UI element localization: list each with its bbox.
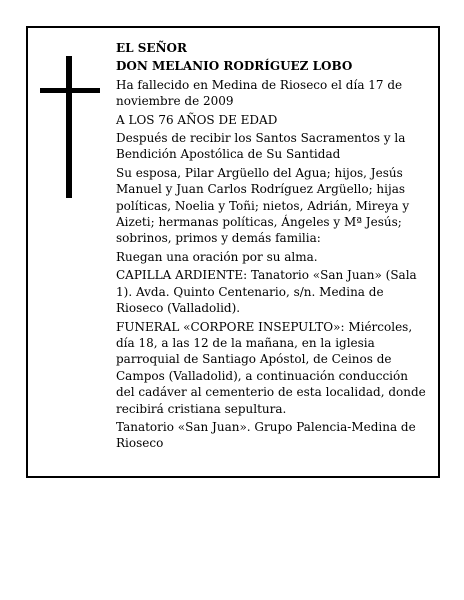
age-line: A LOS 76 AÑOS DE EDAD xyxy=(116,112,278,127)
title-line-1: EL SEÑOR xyxy=(116,41,187,55)
cross-horizontal-bar xyxy=(40,88,100,93)
cross-icon xyxy=(40,56,100,198)
funeral-info: FUNERAL «CORPORE INSEPULTO»: Miércoles, día 18, a las 12 de la mañana, en la iglesia parroquial de Santiago Apóstol, de Ceinos de Campos (Valladolid), a continuación conducción del cadáver al cementerio de esta localidad, donde recibirá cristiana sepultura. xyxy=(116,319,426,416)
chapel-info: CAPILLA ARDIENTE: Tanatorio «San Juan» (Sala 1). Avda. Quinto Centenario, s/n. Medina de Rioseco (Valladolid). xyxy=(116,268,417,316)
prayer-request: Ruegan una oración por su alma. xyxy=(116,249,318,264)
notice-text xyxy=(116,40,428,454)
cross-vertical-bar xyxy=(66,56,72,198)
death-info: Ha fallecido en Medina de Rioseco el día 17 de noviembre de 2009 xyxy=(116,77,403,109)
family-list: Su esposa, Pilar Argüello del Agua; hijos, Jesús Manuel y Juan Carlos Rodríguez Argüello; hijas políticas, Noelia y Toñi; nietos, Adrián, Mireya y Aizeti; hermanas políticas, Ángeles y Mª Jesús; sobrinos, primos y demás familia: xyxy=(116,165,410,246)
sacraments-line: Después de recibir los Santos Sacramentos y la Bendición Apostólica de Su Santidad xyxy=(116,131,406,162)
obituary-notice xyxy=(26,26,440,478)
deceased-name: DON MELANIO RODRÍGUEZ LOBO xyxy=(116,59,353,74)
funeral-home: Tanatorio «San Juan». Grupo Palencia-Medina de Rioseco xyxy=(116,419,416,451)
